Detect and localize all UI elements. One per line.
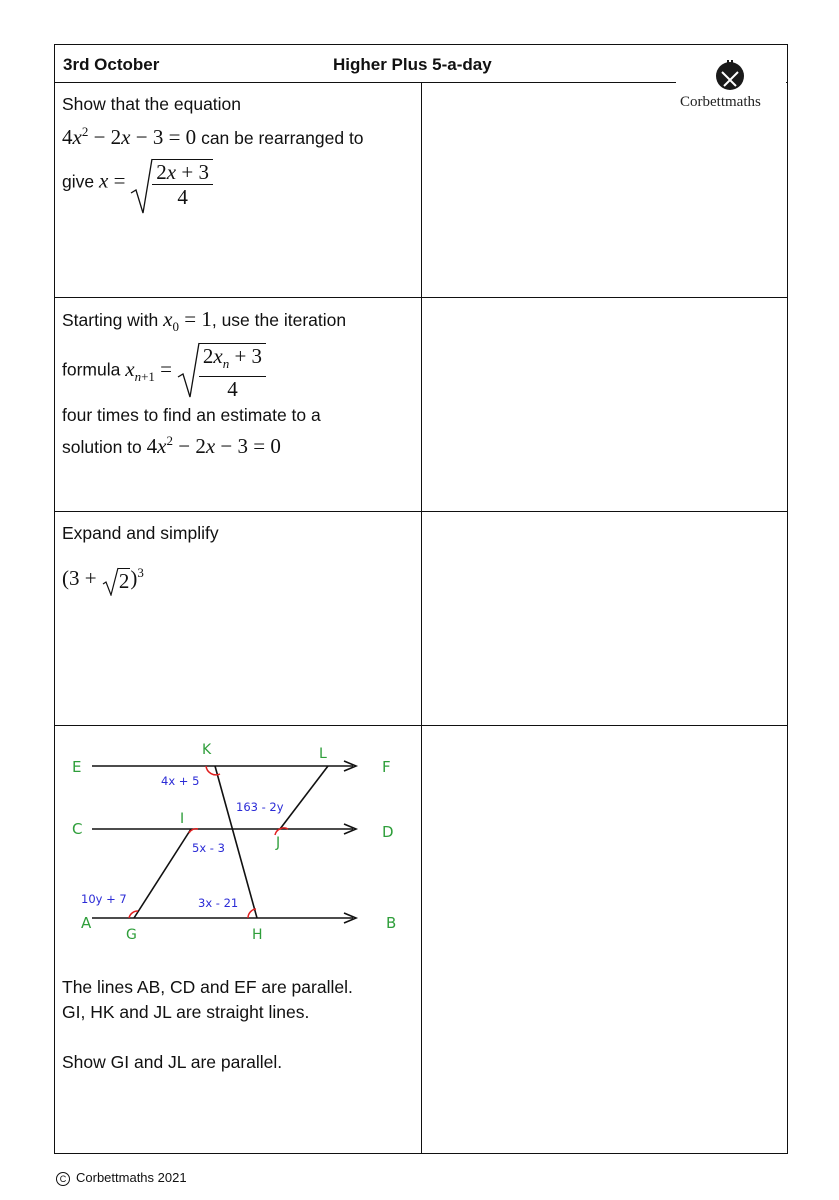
label-d: D: [382, 823, 394, 841]
line-gi: [134, 829, 191, 918]
q2-line3: four times to find an estimate to a: [62, 405, 321, 426]
label-j: J: [276, 835, 281, 851]
footer: [56, 1170, 187, 1186]
label-l: L: [319, 746, 327, 762]
q2-line2: [62, 341, 412, 401]
angle-k-label: 4x + 5: [161, 774, 200, 788]
q2-line4: [62, 428, 412, 460]
label-h: H: [252, 927, 263, 943]
q1-give: give: [62, 171, 95, 192]
question-1: [62, 92, 412, 209]
q2-line1: [62, 307, 412, 339]
q1-line1: Show that the equation: [62, 94, 242, 114]
label-a: A: [81, 914, 92, 932]
page-title: Higher Plus 5-a-day: [333, 55, 492, 74]
q2-equation: $4x^2 - 2x - 3 = 0$: [146, 433, 281, 459]
q2-starting: Starting with: [62, 310, 159, 330]
worksheet: [54, 44, 788, 1154]
corbettmaths-logo: [676, 58, 786, 118]
q2-formula: formula: [62, 359, 121, 380]
q3-line1: Expand and simplify: [62, 523, 219, 543]
q2-use: , use the iteration: [211, 310, 347, 330]
q1-line3: [62, 157, 412, 209]
q3-expression: (3 + 2)$^3$: [62, 565, 144, 593]
row-divider: [55, 511, 787, 512]
angle-g-label: 10y + 7: [81, 892, 127, 906]
question-2: [62, 307, 412, 460]
line-lj: [280, 766, 328, 829]
footer-text: Corbettmaths 2021: [76, 1170, 187, 1185]
label-c: C: [72, 820, 83, 838]
q2-x0: $x_0 = 1$: [163, 307, 212, 335]
q4-text1: The lines AB, CD and EF are parallel.: [62, 977, 353, 997]
question-3: [62, 521, 412, 595]
parallel-lines-diagram: [18, 706, 408, 946]
angle-j-label: 163 - 2y: [236, 800, 284, 814]
logo-icon: [710, 58, 750, 92]
label-e: E: [72, 758, 82, 776]
q4-text2: GI, HK and JL are straight lines.: [62, 1002, 310, 1022]
row-divider: [55, 297, 787, 298]
angle-h-label: 3x - 21: [198, 896, 239, 910]
question-4: [62, 975, 412, 1075]
label-f: F: [382, 758, 391, 776]
label-i: I: [180, 811, 185, 827]
angle-i-label: 5x - 3: [192, 841, 225, 855]
label-k: K: [202, 742, 212, 758]
logo-text: Corbettmaths: [680, 94, 761, 110]
q2-solution: solution to: [62, 437, 142, 458]
q1-equation: $4x^2 - 2x - 3 = 0$: [62, 124, 197, 149]
copyright-icon: C: [56, 1172, 70, 1186]
q1-x-equals: x =: [98, 168, 126, 193]
date: 3rd October: [63, 55, 160, 74]
q1-line2-text: can be rearranged to: [201, 128, 364, 148]
q1-sqrt: $\frac{2x + 3}{4}$: [130, 157, 213, 209]
column-divider: [421, 83, 422, 1153]
label-g: G: [126, 927, 137, 943]
q2-xn1: $x_{n+1}$ =: [125, 356, 172, 385]
q1-line2: [62, 119, 412, 151]
q4-text3: Show GI and JL are parallel.: [62, 1052, 283, 1072]
label-b: B: [386, 914, 397, 932]
q2-sqrt: $\frac{2x_n + 3}{4}$: [177, 341, 266, 401]
